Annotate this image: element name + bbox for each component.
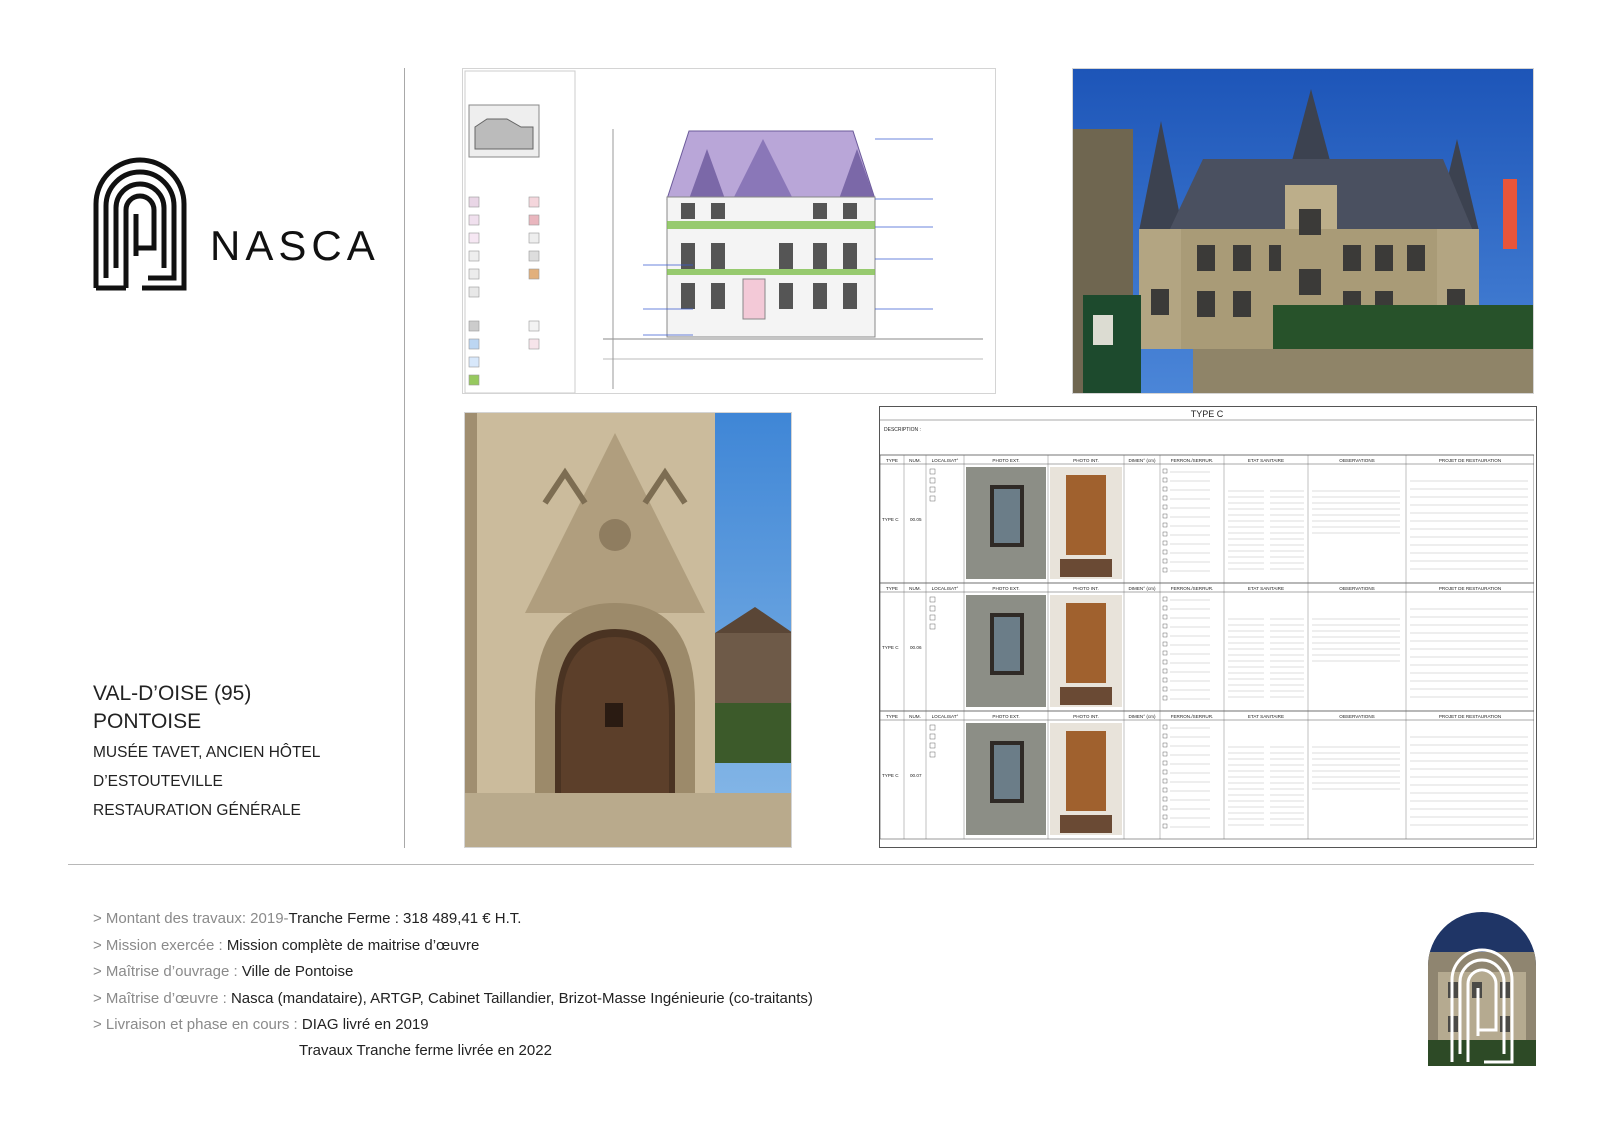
info-team-label: > Maîtrise d’œuvre : <box>93 990 231 1007</box>
sheet-column-header: LOCALISAT° <box>931 586 959 591</box>
info-team <box>93 990 813 1007</box>
info-budget-label: > Montant des travaux: 2019- <box>93 910 289 927</box>
horizontal-divider <box>68 864 1534 865</box>
sheet-column-header: ETAT SANITAIRE <box>1247 458 1285 463</box>
info-client-value: Ville de Pontoise <box>241 963 354 980</box>
sheet-column-header: OBSERVATIONS <box>1339 586 1375 591</box>
sheet-column-header: PHOTO INT. <box>1073 714 1099 719</box>
sheet-column-header: OBSERVATIONS <box>1339 714 1375 719</box>
sheet-column-header: PHOTO INT. <box>1073 586 1099 591</box>
info-budget-value: Tranche Ferme : 318 489,41 € H.T. <box>288 910 522 927</box>
elevation-drawing <box>462 68 996 394</box>
info-client-label: > Maîtrise d’ouvrage : <box>93 963 242 980</box>
sheet-column-header: LOCALISAT° <box>931 458 959 463</box>
sheet-row-type: TYPE C <box>882 645 899 650</box>
info-delivery-label: > Livraison et phase en cours : <box>93 1016 302 1033</box>
location-city: PONTOISE <box>93 710 202 733</box>
sheet-row-num: 00.05 <box>910 517 922 522</box>
sheet-column-header: PHOTO EXT. <box>992 714 1020 719</box>
sheet-column-header: PROJET DE RESTAURATION <box>1438 586 1502 591</box>
survey-sheet <box>879 406 1537 848</box>
sheet-column-header: PHOTO INT. <box>1073 458 1099 463</box>
info-delivery-value: DIAG livré en 2019 <box>301 1016 429 1033</box>
sheet-row-type: TYPE C <box>882 773 899 778</box>
nasca-logo-icon <box>92 156 188 292</box>
sheet-column-header: TYPE <box>886 586 898 591</box>
project-subtitle-line2: D’ESTOUTEVILLE <box>93 773 223 790</box>
sheet-row-num: 00.07 <box>910 773 922 778</box>
project-subtitle-line3: RESTAURATION GÉNÉRALE <box>93 802 301 819</box>
info-team-value: Nasca (mandataire), ARTGP, Cabinet Taillandier, Brizot-Masse Ingénieurie (co-traitants) <box>230 990 813 1007</box>
sheet-column-header: NUM. <box>909 458 921 463</box>
sheet-column-header: DIMEN° (cm) <box>1128 458 1156 463</box>
svg-text:DESCRIPTION :: DESCRIPTION : <box>884 427 921 433</box>
sheet-column-header: FERRON./SERRUR. <box>1170 714 1214 719</box>
info-mission-value: Mission complète de maitrise d’œuvre <box>226 937 480 954</box>
sheet-column-header: NUM. <box>909 714 921 719</box>
info-mission-label: > Mission exercée : <box>93 937 227 954</box>
sheet-column-header: DIMEN° (cm) <box>1128 586 1156 591</box>
info-delivery-phase: Travaux Tranche ferme livrée en 2022 <box>299 1042 552 1059</box>
sheet-column-header: FERRON./SERRUR. <box>1170 586 1214 591</box>
sheet-row-type: TYPE C <box>882 517 899 522</box>
info-delivery <box>93 1016 429 1033</box>
sheet-column-header: TYPE <box>886 714 898 719</box>
sheet-column-header: LOCALISAT° <box>931 714 959 719</box>
sheet-title: TYPE C <box>1190 409 1224 419</box>
info-mission <box>93 937 479 954</box>
sheet-column-header: FERRON./SERRUR. <box>1170 458 1214 463</box>
sheet-column-header: ETAT SANITAIRE <box>1247 714 1285 719</box>
sheet-column-header: PROJET DE RESTAURATION <box>1438 714 1502 719</box>
sheet-column-header: OBSERVATIONS <box>1339 458 1375 463</box>
location-region: VAL-D’OISE (95) <box>93 682 252 705</box>
hotel-photo <box>1072 68 1534 394</box>
sheet-column-header: DIMEN° (cm) <box>1128 714 1156 719</box>
sheet-column-header: ETAT SANITAIRE <box>1247 586 1285 591</box>
sheet-column-header: PROJET DE RESTAURATION <box>1438 458 1502 463</box>
vertical-divider <box>404 68 405 848</box>
portal-photo <box>464 412 792 848</box>
brand-name: NASCA <box>210 222 380 269</box>
info-client <box>93 963 353 980</box>
sheet-column-header: PHOTO EXT. <box>992 458 1020 463</box>
arch-logo-photo-icon <box>1428 912 1536 1066</box>
sheet-row-num: 00.06 <box>910 645 922 650</box>
sheet-column-header: TYPE <box>886 458 898 463</box>
project-subtitle-line1: MUSÉE TAVET, ANCIEN HÔTEL <box>93 744 321 761</box>
sheet-column-header: NUM. <box>909 586 921 591</box>
info-budget <box>93 910 521 927</box>
sheet-column-header: PHOTO EXT. <box>992 586 1020 591</box>
